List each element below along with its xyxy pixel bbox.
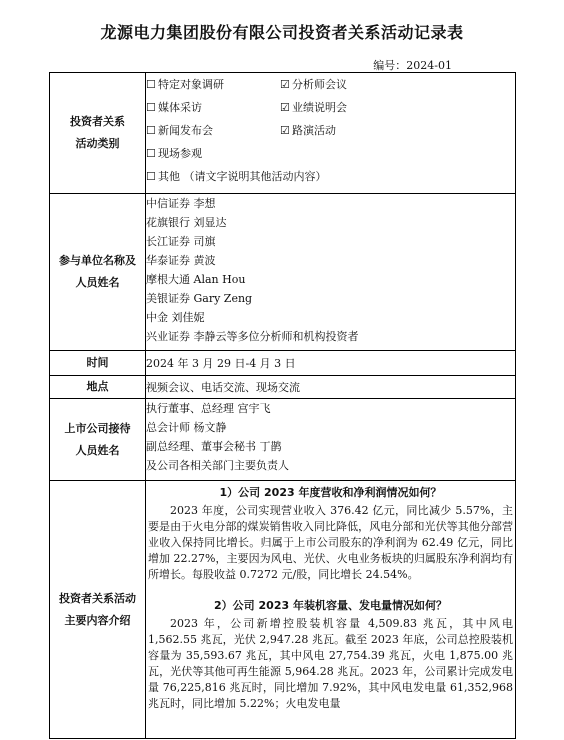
label-participants: 参与单位名称及 人员姓名	[50, 194, 146, 351]
answer-2: 2023 年，公司新增控股装机容量 4,509.83 兆瓦，其中风电 1,562.55 兆瓦，光伏 2,947.28 兆瓦。截至 2023 年底，公司总控股装机容量为 35,593.67 兆瓦，其中风电 27,754.39 兆瓦，火电 1,875.00 兆瓦，光伏等其他可再生能源 5,964.28 兆瓦。2023 年，公司累计完成发电量 76,225,816 兆瓦时，同比增加 7.92%，其中风电发电量 61,352,968 兆瓦时，同比增加 5.22%；火电发电量	[148, 617, 513, 710]
checkbox-checked-icon[interactable]: ☑	[280, 78, 290, 91]
row-place	[50, 376, 516, 399]
option-site-visit[interactable]: ☐ 现场参观	[146, 144, 280, 163]
option-analyst-meeting[interactable]: ☑ 分析师会议	[280, 75, 515, 94]
option-roadshow[interactable]: ☑ 路演活动	[280, 121, 515, 140]
option-other[interactable]: ☐ 其他 （请文字说明其他活动内容）	[146, 167, 515, 186]
participant-line: 中金 刘佳妮	[146, 311, 205, 324]
reception-line: 副总经理、董事会秘书 丁鹊	[146, 440, 282, 453]
checkbox-checked-icon[interactable]: ☑	[280, 124, 290, 137]
label-activity-category: 投资者关系 活动类别	[50, 73, 146, 194]
answer-1: 2023 年度，公司实现营业收入 376.42 亿元，同比减少 5.57%，主要是由于火电分部的煤炭销售收入同比降低，风电分部和光伏等其他分部营业收入保持同比增长。归属于上市公司股东的净利润为 62.49 亿元，同比增加 22.27%，主要因为风电、光伏、火电业务板块的归属股东净利润均有所增长。每股收益 0.7272 元/股，同比增长 24.54%。	[148, 504, 513, 581]
question-1: 1）公司 2023 年度营收和净利润情况如何？	[219, 486, 442, 499]
record-table	[49, 72, 516, 739]
reception-line: 及公司各相关部门主要负责人	[146, 459, 289, 472]
time-value: 2024 年 3 月 29 日-4 月 3 日	[146, 351, 516, 376]
participant-line: 花旗银行 刘显达	[146, 216, 227, 229]
question-2: 2）公司 2023 年装机容量、发电量情况如何？	[214, 599, 447, 612]
row-content	[50, 481, 516, 739]
reception-line: 执行董事、总经理 宫宇飞	[146, 402, 271, 415]
option-specific-research[interactable]: ☐ 特定对象调研	[146, 75, 280, 94]
checkbox-icon[interactable]: ☐	[146, 78, 156, 91]
content-body	[146, 481, 516, 739]
option-media-interview[interactable]: ☐ 媒体采访	[146, 98, 280, 117]
reception-list	[146, 399, 516, 481]
checkbox-icon[interactable]: ☐	[146, 170, 156, 183]
label-time: 时间	[50, 351, 146, 376]
participant-line: 美银证券 Gary Zeng	[146, 292, 253, 305]
checkbox-icon[interactable]: ☐	[146, 124, 156, 137]
label-place: 地点	[50, 376, 146, 399]
participant-line: 摩根大通 Alan Hou	[146, 273, 246, 286]
row-activity-category	[50, 73, 516, 194]
row-reception	[50, 399, 516, 481]
reception-line: 总会计师 杨文静	[146, 421, 227, 434]
participants-list	[146, 194, 516, 351]
checkbox-checked-icon[interactable]: ☑	[280, 101, 290, 114]
label-reception: 上市公司接待 人员姓名	[50, 399, 146, 481]
participant-line: 华泰证券 黄波	[146, 254, 216, 267]
label-content: 投资者关系活动 主要内容介绍	[50, 481, 146, 739]
row-time	[50, 351, 516, 376]
page-title: 龙源电力集团股份有限公司投资者关系活动记录表	[100, 23, 464, 42]
row-participants	[50, 194, 516, 351]
participant-line: 兴业证券 李静云等多位分析师和机构投资者	[146, 330, 359, 343]
activity-options	[146, 73, 516, 194]
option-earnings-call[interactable]: ☑ 业绩说明会	[280, 98, 515, 117]
checkbox-icon[interactable]: ☐	[146, 147, 156, 160]
place-value: 视频会议、电话交流、现场交流	[146, 376, 516, 399]
checkbox-icon[interactable]: ☐	[146, 101, 156, 114]
option-empty	[280, 144, 515, 163]
document-number: 编号：2024-01	[373, 59, 452, 72]
participant-line: 长江证券 司旗	[146, 235, 216, 248]
option-press-conference[interactable]: ☐ 新闻发布会	[146, 121, 280, 140]
participant-line: 中信证券 李想	[146, 197, 216, 210]
